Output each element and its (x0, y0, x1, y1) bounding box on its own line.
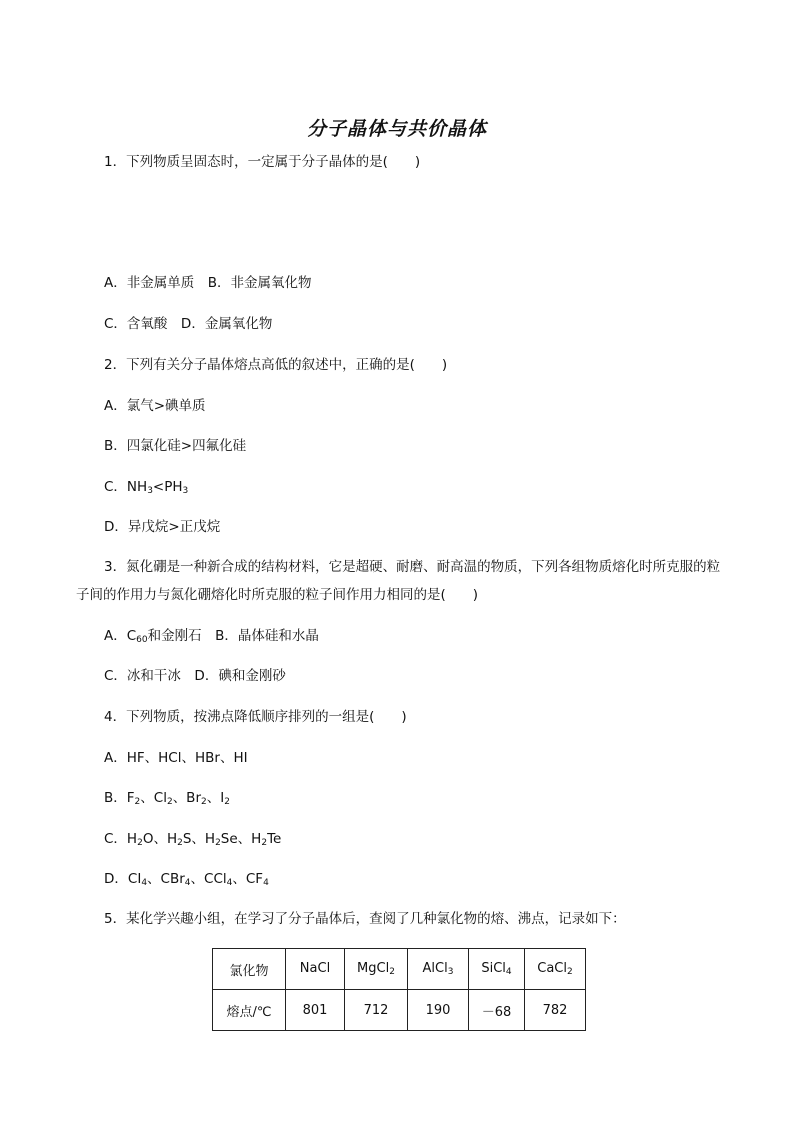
question-2-option-b: B．四氯化硅>四氟化硅 (104, 438, 247, 454)
question-2-stem: 2．下列有关分子晶体熔点高低的叙述中，正确的是( ) (104, 357, 448, 373)
table-header-row (213, 949, 586, 990)
table-header-cell: NaCl (286, 949, 345, 990)
table-header-cell: MgCl$_2$ (345, 949, 408, 990)
question-2-option-a: A．氯气>碘单质 (104, 398, 206, 414)
table-cell: 801 (286, 990, 345, 1031)
question-5-stem: 5．某化学兴趣小组，在学习了分子晶体后，查阅了几种氯化物的熔、沸点，记录如下： (104, 911, 626, 927)
table-row (213, 990, 586, 1031)
question-3-stem: 3．氮化硼是一种新合成的结构材料，它是超硬、耐磨、耐高温的物质，下列各组物质熔化时所克服的粒子间的作用力与氮化硼熔化时所克服的粒子间作用力相同的是( ) (76, 559, 721, 603)
question-1-options-ab: A．非金属单质 B．非金属氧化物 (104, 275, 312, 291)
question-4-option-c: C．$H_2O$、$H_2S$、$H_2Se$、$H_2Te$ (104, 831, 282, 848)
question-1-stem: 1．下列物质呈固态时，一定属于分子晶体的是( ) (104, 154, 421, 170)
table-header-cell: CaCl$_2$ (525, 949, 586, 990)
chloride-melting-point-table (212, 948, 586, 1031)
table-cell: －68 (469, 990, 525, 1031)
question-4-option-b: B．$F_2$、$Cl_2$、$Br_2$、$I_2$ (104, 790, 230, 807)
question-2-option-d: D．异戊烷>正戊烷 (104, 519, 221, 535)
question-4-stem: 4．下列物质，按沸点降低顺序排列的一组是( ) (104, 709, 407, 725)
table-header-cell: SiCl$_4$ (469, 949, 525, 990)
question-3-options-cd: C．冰和干冰 D．碘和金刚砂 (104, 668, 286, 684)
page-title: 分子晶体与共价晶体 (306, 118, 487, 140)
question-4-option-a: A．HF、HCl、HBr、HI (104, 750, 248, 766)
question-4-option-d: D．$CI_4$、CBr$_4$、CCl$_4$、$CF_4$ (104, 871, 269, 888)
table-cell: 712 (345, 990, 408, 1031)
table-cell: 190 (408, 990, 469, 1031)
table-cell: 782 (525, 990, 586, 1031)
question-3-options-ab: A．$C_{60}$和金刚石 B．晶体硅和水晶 (104, 628, 319, 645)
table-row-label: 熔点/℃ (213, 990, 286, 1031)
table-header-cell: AlCl$_3$ (408, 949, 469, 990)
question-1-options-cd: C．含氧酸 D．金属氧化物 (104, 316, 273, 332)
question-2-option-c: C．$NH_3<PH_3$ (104, 479, 189, 496)
table-header-label: 氯化物 (213, 949, 286, 990)
